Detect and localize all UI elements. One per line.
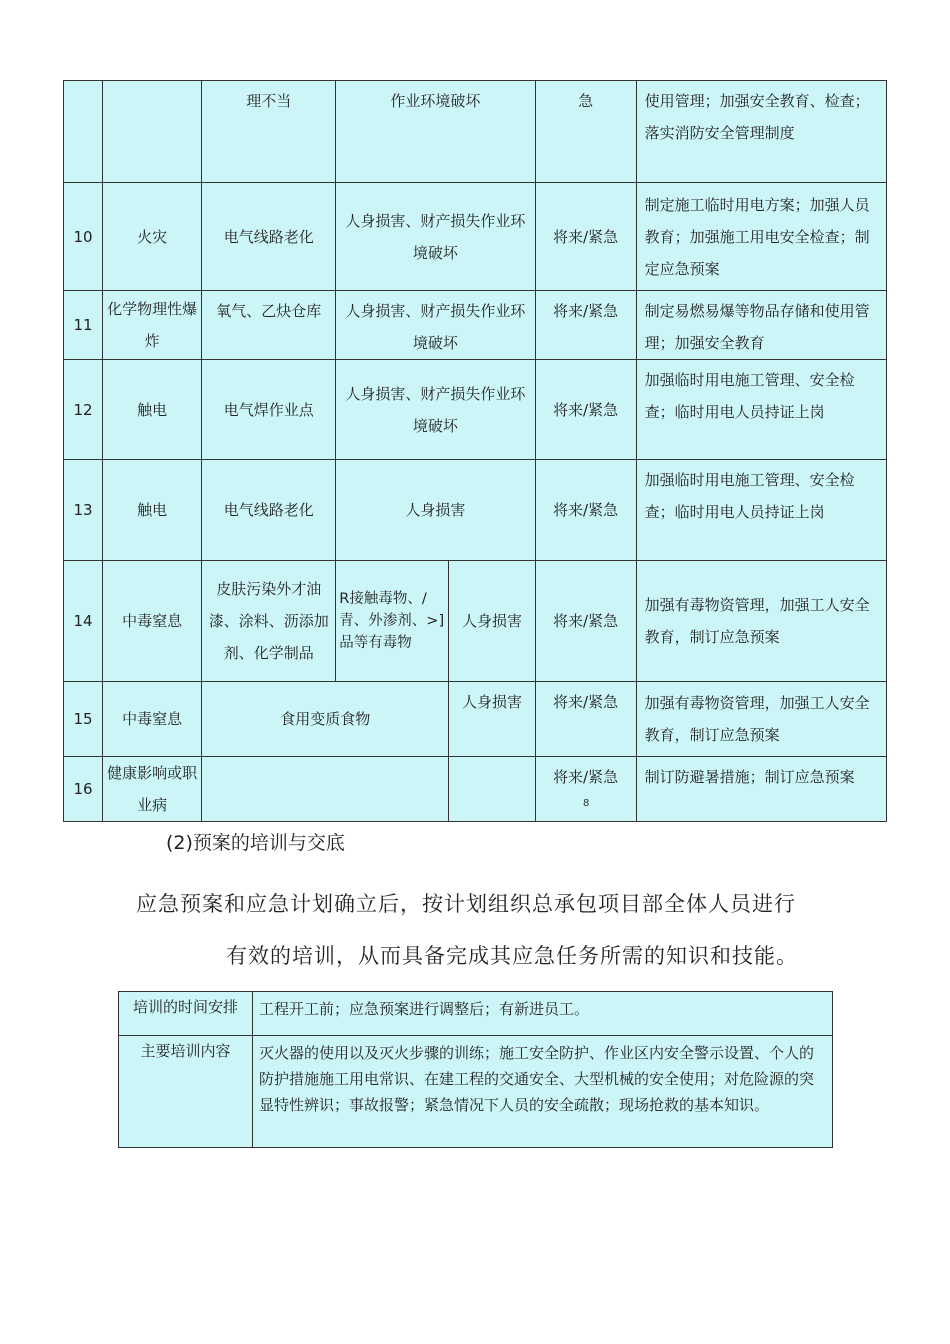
table-row <box>64 360 887 460</box>
hazard-cell: 触电 <box>103 360 202 460</box>
source-cell: 皮肤污染外才油漆、涂料、沥添加剂、化学制品 <box>202 561 336 682</box>
row-number: 13 <box>64 460 103 561</box>
source-cell: 电气焊作业点 <box>202 360 336 460</box>
training-content: 灭火器的使用以及灭火步骤的训练；施工安全防护、作业区内安全警示设置、个人的防护措施施工用电常识、在建工程的交通安全、大型机械的安全使用；对危险源的突显特性辨识；事故报警；紧急情况下人员的安全疏散；现场抢救的基本知识。 <box>253 1036 833 1148</box>
consequence-cell: 人身损害、财产损失作业环境破坏 <box>336 291 535 360</box>
consequence-cell: 人身损害 <box>449 682 535 757</box>
consequence-cell: 人身损害、财产损失作业环境破坏 <box>336 360 535 460</box>
row-number: 14 <box>64 561 103 682</box>
source-cell: 电气线路老化 <box>202 460 336 561</box>
table-row <box>119 1036 833 1148</box>
page-number: 8 <box>583 798 590 809</box>
measures-cell: 制定施工临时用电方案；加强人员教育；加强施工用电安全检查；制定应急预案 <box>636 183 886 291</box>
level-cell: 将来/紧急 <box>535 183 636 291</box>
source-cell: 理不当 <box>202 81 336 183</box>
risk-table <box>63 80 887 822</box>
training-content: 工程开工前；应急预案进行调整后；有新进员工。 <box>253 992 833 1036</box>
source-detail-cell: R接触毒物、/青、外渗剂、>]品等有毒物 <box>336 561 449 682</box>
consequence-cell: 人身损害 <box>449 561 535 682</box>
training-table <box>118 991 833 1148</box>
hazard-cell: 化学物理性爆炸 <box>103 291 202 360</box>
level-cell: 将来/紧急 <box>535 460 636 561</box>
hazard-cell: 中毒窒息 <box>103 682 202 757</box>
row-number: 12 <box>64 360 103 460</box>
hazard-cell: 健康影响或职业病 <box>103 757 202 822</box>
hazard-cell <box>103 81 202 183</box>
measures-cell: 制定易燃易爆等物品存储和使用管理；加强安全教育 <box>636 291 886 360</box>
hazard-cell: 触电 <box>103 460 202 561</box>
source-cell <box>202 757 449 822</box>
table-row <box>64 682 887 757</box>
table-row <box>64 561 887 682</box>
table-row <box>64 81 887 183</box>
table-row <box>119 992 833 1036</box>
section-heading: (2)预案的培训与交底 <box>166 832 345 854</box>
paragraph-line-2: 有效的培训，从而具备完成其应急任务所需的知识和技能。 <box>226 944 798 968</box>
row-number: 15 <box>64 682 103 757</box>
measures-cell: 加强临时用电施工管理、安全检查；临时用电人员持证上岗 <box>636 460 886 561</box>
table-row <box>64 183 887 291</box>
measures-cell: 加强临时用电施工管理、安全检查；临时用电人员持证上岗 <box>636 360 886 460</box>
training-label: 培训的时间安排 <box>119 992 253 1036</box>
row-number <box>64 81 103 183</box>
paragraph-line-1: 应急预案和应急计划确立后，按计划组织总承包项目部全体人员进行 <box>136 892 796 916</box>
level-cell: 将来/紧急 <box>535 561 636 682</box>
consequence-cell <box>449 757 535 822</box>
measures-cell: 制订防避暑措施；制订应急预案 <box>636 757 886 822</box>
source-cell: 电气线路老化 <box>202 183 336 291</box>
training-label: 主要培训内容 <box>119 1036 253 1148</box>
source-cell: 食用变质食物 <box>202 682 449 757</box>
row-number: 10 <box>64 183 103 291</box>
hazard-cell: 火灾 <box>103 183 202 291</box>
table-row <box>64 291 887 360</box>
measures-cell: 加强有毒物资管理，加强工人安全教育，制订应急预案 <box>636 561 886 682</box>
row-number: 11 <box>64 291 103 360</box>
source-cell: 氧气、乙炔仓库 <box>202 291 336 360</box>
row-number: 16 <box>64 757 103 822</box>
measures-cell: 加强有毒物资管理，加强工人安全教育，制订应急预案 <box>636 682 886 757</box>
level-cell: 将来/紧急 <box>535 291 636 360</box>
level-cell: 将来/紧急 <box>535 360 636 460</box>
hazard-cell: 中毒窒息 <box>103 561 202 682</box>
measures-cell: 使用管理；加强安全教育、检查；落实消防安全管理制度 <box>636 81 886 183</box>
level-cell: 将来/紧急 <box>535 682 636 757</box>
consequence-cell: 人身损害 <box>336 460 535 561</box>
table-row <box>64 460 887 561</box>
consequence-cell: 人身损害、财产损失作业环境破坏 <box>336 183 535 291</box>
table-row <box>64 757 887 822</box>
level-cell: 急 <box>535 81 636 183</box>
consequence-cell: 作业环境破坏 <box>336 81 535 183</box>
level-cell: 将来/紧急 <box>535 757 636 822</box>
